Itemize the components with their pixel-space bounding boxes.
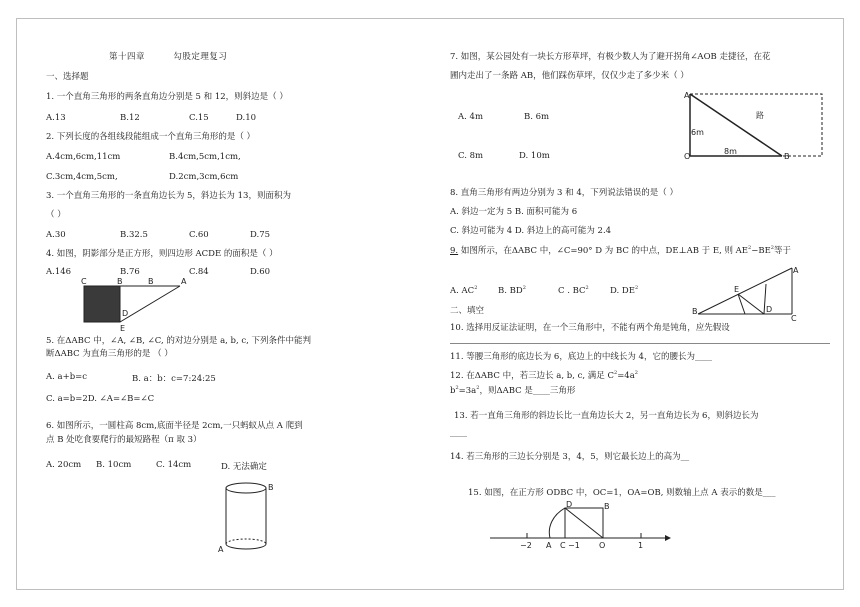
- q4-label-c: C: [81, 278, 87, 286]
- question-2: 2. 下列长度的各组线段能组成一个直角三角形的是（ ）: [46, 132, 256, 142]
- q4-option-c[interactable]: C.84: [189, 267, 209, 277]
- q9-label-b: B: [692, 307, 698, 316]
- q12-line2-tail: ，则ΔABC 是____三角形: [479, 386, 576, 396]
- q9-option-b-sup: 2: [522, 285, 526, 292]
- q9-label-a: A: [793, 266, 799, 275]
- q4-label-b2: B: [148, 278, 154, 286]
- q2-option-a[interactable]: A.4cm,6cm,11cm: [46, 152, 121, 162]
- q10-answer-line: [450, 343, 830, 344]
- q7-label-8m: 8m: [724, 147, 737, 156]
- q9-option-b-text: B. BD: [498, 286, 523, 296]
- q5-option-b[interactable]: B. a：b：c=7:24:25: [132, 374, 216, 384]
- q9-option-d-text: D. DE: [610, 286, 635, 296]
- q9-option-a-sup: 2: [474, 285, 478, 292]
- q9-sup-1: 2: [748, 245, 752, 252]
- q6-label-a: A: [218, 545, 224, 554]
- q15-label-o: O: [599, 541, 606, 550]
- q9-label-e: E: [734, 285, 740, 294]
- question-13-line1: 13. 若一直角三角形的斜边长比一直角边长大 2，另一直角边长为 6，则斜边长为: [454, 411, 759, 421]
- q12-sup-b: 2: [455, 385, 459, 392]
- q12-line2-3a: =3a: [458, 386, 477, 396]
- q4-shaded-square: [84, 286, 120, 322]
- q9-option-c-text: C . BC: [558, 286, 586, 296]
- q6-label-b: B: [268, 483, 274, 492]
- q4-option-a[interactable]: A.146: [46, 267, 72, 277]
- q4-label-a: A: [181, 278, 187, 286]
- q15-arc: [549, 508, 565, 538]
- q7-label-6m: 6m: [691, 128, 704, 137]
- q4-label-b1: B: [117, 278, 123, 286]
- q9-sup-2: 2: [770, 245, 774, 252]
- chapter-number: 第十四章: [109, 52, 146, 62]
- q3-answer-paren: （ ）: [46, 210, 66, 220]
- q2-option-d[interactable]: D.2cm,3cm,6cm: [169, 172, 239, 182]
- q5-option-cd[interactable]: C. a=b=2D. ∠A=∠B=∠C: [46, 394, 155, 404]
- q15-label-1: 1: [638, 541, 644, 550]
- q7-option-c[interactable]: C. 8m: [458, 151, 484, 161]
- q6-cylinder-top: [226, 483, 266, 493]
- q6-option-b[interactable]: B. 10cm: [96, 460, 132, 470]
- q2-option-c[interactable]: C.3cm,4cm,5cm,: [46, 172, 118, 182]
- q9-option-a[interactable]: [450, 286, 477, 296]
- q4-label-e: E: [120, 324, 126, 333]
- question-6-line1: 6. 如图所示，一圆柱高 8cm,底面半径是 2cm,一只蚂蚁从点 A 爬到: [46, 421, 303, 431]
- question-13-line2: ____: [450, 428, 467, 438]
- q9-option-c-sup: 2: [585, 285, 589, 292]
- q3-option-c[interactable]: C.60: [189, 230, 209, 240]
- q15-label-m2: −2: [520, 541, 532, 550]
- q15-diagonal: [565, 508, 603, 538]
- q15-label-b: B: [604, 502, 610, 511]
- q9-tail2: 等于: [773, 246, 791, 256]
- q9-text: 如图所示，在ΔABC 中，∠C=90° D 为 BC 的中点，DE⊥AB 于 E, 则 AE: [458, 246, 749, 256]
- q15-number-line-figure: [490, 500, 690, 552]
- question-5-line2: 断ΔABC 为直角三角形的是 （ ）: [46, 349, 173, 359]
- q3-option-d[interactable]: D.75: [250, 230, 271, 240]
- q9-option-d-sup: 2: [634, 285, 639, 292]
- q12-line2-b: b: [450, 386, 456, 396]
- q7-lawn-figure: [682, 88, 830, 162]
- q9-label-c: C: [791, 314, 797, 322]
- chapter-topic: 勾股定理复习: [173, 52, 228, 62]
- question-7-line1: 7. 如图，某公园处有一块长方形草坪，有极少数人为了避开拐角∠AOB 走捷径，在花: [450, 52, 771, 62]
- q6-option-a[interactable]: A. 20cm: [46, 460, 82, 470]
- q12-sup-a2: 2: [476, 385, 480, 392]
- q9-option-c[interactable]: [558, 286, 589, 296]
- question-1: 1. 一个直角三角形的两条直角边分别是 5 和 12，则斜边是（ ）: [46, 92, 288, 102]
- q2-option-b[interactable]: B.4cm,5cm,1cm,: [169, 152, 241, 162]
- q3-option-a[interactable]: A.30: [46, 230, 66, 240]
- question-11: 11. 等腰三角形的底边长为 6，底边上的中线长为 4，它的腰长为____: [450, 352, 712, 362]
- q9-label-d: D: [766, 305, 773, 314]
- q7-label-road: 路: [756, 111, 764, 120]
- q6-cylinder-bottom-back: [226, 539, 266, 544]
- q1-option-d[interactable]: D.10: [236, 113, 257, 123]
- section-fill-in: 二、填空: [450, 306, 485, 316]
- q8-options-cd[interactable]: C. 斜边可能为 4 D. 斜边上的高可能为 2.4: [450, 226, 612, 236]
- q7-label-o: O: [684, 152, 691, 161]
- q7-option-d[interactable]: D. 10m: [519, 151, 550, 161]
- q15-label-m1: −1: [568, 541, 580, 550]
- q3-option-b[interactable]: B.32.5: [120, 230, 148, 240]
- q9-option-b[interactable]: [498, 286, 526, 296]
- q7-label-a: A: [684, 91, 690, 100]
- q15-label-c: C: [560, 541, 566, 550]
- q9-option-a-text: A. AC: [450, 286, 475, 296]
- q9-triangle-figure: [692, 264, 802, 322]
- q7-lawn-outline: [690, 94, 822, 156]
- q6-cylinder-figure: [216, 478, 286, 556]
- q15-label-d: D: [566, 500, 573, 509]
- q9-option-d[interactable]: [610, 286, 638, 296]
- q8-options-ab[interactable]: A. 斜边一定为 5 B. 面积可能为 6: [450, 207, 578, 217]
- q1-option-a[interactable]: A.13: [46, 113, 66, 123]
- question-12-line1: [450, 371, 638, 382]
- q12-line1-tail: =4a: [617, 371, 635, 381]
- question-12-line2: [450, 386, 575, 397]
- q6-option-d[interactable]: D. 无法确定: [221, 462, 267, 472]
- q9-side-ab: [698, 268, 792, 314]
- q4-diagonal: [120, 286, 180, 322]
- q9-tail: −BE: [751, 246, 771, 256]
- question-9: [450, 246, 791, 257]
- q12-sup-a: 2: [634, 370, 638, 377]
- question-4: 4. 如图，阴影部分是正方形，则四边形 ACDE 的面积是（ ）: [46, 249, 278, 259]
- question-7-line2: 圃内走出了一条路 AB，他们踩伤草坪，仅仅少走了多少米（ ）: [450, 71, 689, 81]
- q9-number: 9.: [450, 246, 459, 256]
- q12-sup-c: 2: [614, 370, 618, 377]
- q4-option-d[interactable]: D.60: [250, 267, 271, 277]
- q15-axis-arrow: [665, 535, 671, 541]
- q4-figure: [76, 278, 236, 334]
- q5-option-a[interactable]: A. a+b=c: [46, 372, 88, 382]
- question-15: 15. 如图，在正方形 ODBC 中，OC=1，OA=OB, 则数轴上点 A 表示的数是___: [468, 488, 776, 498]
- q1-option-b[interactable]: B.12: [120, 113, 140, 123]
- question-10: 10. 选择用反证法证明，在一个三角形中，不能有两个角是钝角，应先假设: [450, 323, 730, 333]
- q4-option-b[interactable]: B.76: [120, 267, 140, 277]
- q6-option-c[interactable]: C. 14cm: [156, 460, 192, 470]
- q7-label-b: B: [784, 152, 790, 161]
- question-8: 8. 直角三角形有两边分别为 3 和 4，下列说法错误的是（ ）: [450, 188, 678, 198]
- question-6-line2: 点 B 处吃食要爬行的最短路程（π 取 3）: [46, 435, 202, 445]
- q7-option-a[interactable]: A. 4m: [458, 112, 484, 122]
- question-14: 14. 若三角形的三边长分别是 3，4，5，则它最长边上的高为__: [450, 452, 690, 462]
- question-3: 3. 一个直角三角形的一条直角边长为 5，斜边长为 13，则面积为: [46, 191, 291, 201]
- question-5-line1: 5. 在ΔABC 中，∠A, ∠B, ∠C, 的对边分别是 a, b, c, 下列条件中能判: [46, 336, 312, 346]
- chapter-title: [109, 52, 227, 63]
- q15-label-a: A: [546, 541, 552, 550]
- q4-label-d: D: [122, 309, 129, 318]
- q1-option-c[interactable]: C.15: [189, 113, 209, 123]
- q6-cylinder-bottom-front: [226, 544, 266, 549]
- q7-option-b[interactable]: B. 6m: [524, 112, 550, 122]
- section-choice: 一、选择题: [46, 72, 89, 82]
- q12-line1-text: 12. 在ΔABC 中，若三边长 a, b, c, 满足 C: [450, 371, 614, 381]
